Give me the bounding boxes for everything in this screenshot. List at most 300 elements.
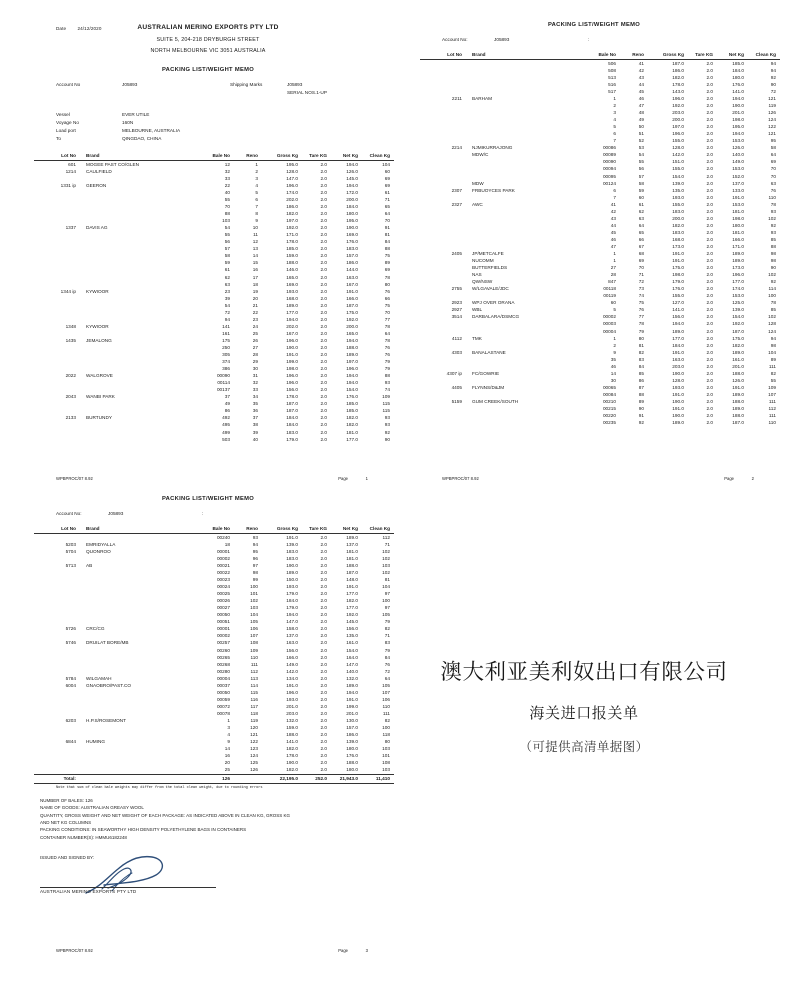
cell-lot-no xyxy=(420,236,466,243)
column-header-lot-no: Lot No xyxy=(447,52,462,57)
cell-net-kg: 177.0 xyxy=(346,436,358,442)
cell-brand: WPJ OVER ORANA xyxy=(472,300,515,306)
cell-lot-no xyxy=(34,344,80,351)
table-header-row xyxy=(34,526,394,534)
cell-lot-no: 5726 xyxy=(65,626,76,632)
cell-gross-kg: 171.0 xyxy=(286,232,298,238)
cell-gross-kg: 201.0 xyxy=(286,703,298,709)
cell-clean-kg: 78 xyxy=(770,300,776,306)
cell-bale-no: 55 xyxy=(224,196,230,202)
table-row xyxy=(34,689,394,696)
cell-gross-kg: 135.0 xyxy=(672,187,684,193)
cell-reno: 54 xyxy=(638,152,644,158)
cell-tare-kg: 2.0 xyxy=(320,246,327,252)
cell-clean-kg: 109 xyxy=(768,384,776,390)
cell-lot-no xyxy=(34,387,80,394)
cell-reno: 51 xyxy=(638,131,644,137)
cell-lot-no: 5713 xyxy=(65,562,76,568)
cell-clean-kg: 111 xyxy=(382,710,390,716)
table-row xyxy=(34,260,394,267)
footer-page-label: Page xyxy=(338,476,348,481)
cell-clean-kg: 92 xyxy=(770,222,776,228)
cell-gross-kg: 197.0 xyxy=(672,124,684,130)
account-no-value: J05893 xyxy=(122,82,138,87)
cell-bale-no: 161 xyxy=(222,330,230,336)
table-row xyxy=(34,555,394,562)
cell-reno: 21 xyxy=(252,302,258,308)
signature-line xyxy=(40,887,216,888)
cell-bale-no: 00235 xyxy=(602,420,616,426)
cell-tare-kg: 2.0 xyxy=(320,302,327,308)
cell-tare-kg: 2.0 xyxy=(320,260,327,266)
cell-net-kg: 187.0 xyxy=(346,302,358,308)
cell-net-kg: 177.0 xyxy=(346,605,358,611)
cell-brand xyxy=(80,661,196,668)
cell-lot-no xyxy=(420,159,466,166)
table-row xyxy=(420,208,780,215)
column-header-brand: Brand xyxy=(86,526,100,531)
cell-tare-kg: 2.0 xyxy=(320,584,327,590)
cell-reno: 88 xyxy=(638,391,644,397)
packing-table-page-1 xyxy=(34,153,394,443)
cell-brand xyxy=(80,196,196,203)
load-port-value: MELBOURNE, AUSTRALIA xyxy=(122,128,181,133)
cell-clean-kg: 89 xyxy=(770,356,776,362)
cell-brand: H.P.S/ROSEMONT xyxy=(86,717,127,723)
cell-gross-kg: 147.0 xyxy=(286,175,298,181)
cell-lot-no xyxy=(34,767,80,775)
footer-page-number: 2 xyxy=(751,476,754,481)
cell-lot-no xyxy=(34,583,80,590)
cell-clean-kg: 100 xyxy=(768,293,776,299)
cell-tare-kg: 2.0 xyxy=(320,408,327,414)
cell-brand xyxy=(80,316,196,323)
cell-gross-kg: 196.0 xyxy=(286,689,298,695)
table-row xyxy=(420,300,780,307)
cell-lot-no xyxy=(34,731,80,738)
cell-net-kg: 198.0 xyxy=(732,215,744,221)
cell-clean-kg: 110 xyxy=(382,703,390,709)
table-row xyxy=(420,250,780,257)
cell-bale-no: 00215 xyxy=(602,406,616,412)
table-row xyxy=(34,288,394,295)
cell-net-kg: 153.0 xyxy=(732,293,744,299)
cell-reno: 71 xyxy=(638,272,644,278)
cell-gross-kg: 203.0 xyxy=(672,110,684,116)
cell-gross-kg: 203.0 xyxy=(286,710,298,716)
cell-brand xyxy=(80,696,196,703)
cell-tare-kg: 2.0 xyxy=(706,222,713,228)
cell-tare-kg: 2.0 xyxy=(320,767,327,773)
cell-tare-kg: 2.0 xyxy=(706,138,713,144)
table-row xyxy=(420,95,780,102)
cell-clean-kg: 103 xyxy=(382,767,390,773)
cell-clean-kg: 84 xyxy=(384,239,390,245)
cell-clean-kg: 82 xyxy=(384,717,390,723)
cell-gross-kg: 191.0 xyxy=(672,258,684,264)
cell-bale-no: 00025 xyxy=(216,591,230,597)
cell-clean-kg: 85 xyxy=(770,307,776,313)
cell-clean-kg: 83 xyxy=(384,640,390,646)
condition-line: NAME OF GOODS: AUSTRALIAN GREASY WOOL xyxy=(40,805,144,811)
cell-brand xyxy=(466,363,582,370)
table-row xyxy=(420,321,780,328)
cell-reno: 70 xyxy=(638,265,644,271)
cell-brand xyxy=(466,293,582,300)
cell-reno: 20 xyxy=(252,295,258,301)
cell-reno: 14 xyxy=(252,253,258,259)
cell-clean-kg: 79 xyxy=(384,647,390,653)
cell-tare-kg: 2.0 xyxy=(320,323,327,329)
column-header-tare-kg: Tare KG xyxy=(309,153,327,158)
cell-bale-no: 00001 xyxy=(216,548,230,554)
cell-tare-kg: 2.0 xyxy=(706,300,713,306)
footer-page-number: 3 xyxy=(365,948,368,953)
cell-reno: 39 xyxy=(252,429,258,435)
table-row xyxy=(34,760,394,767)
cell-gross-kg: 189.0 xyxy=(672,420,684,426)
cell-bale-no: 847 xyxy=(608,279,616,285)
shipment-details xyxy=(34,112,382,146)
cell-reno: 49 xyxy=(638,117,644,123)
table-row xyxy=(420,307,780,314)
cell-net-kg: 190.0 xyxy=(732,103,744,109)
table-row xyxy=(420,187,780,194)
cell-bale-no: 00280 xyxy=(216,668,230,674)
cell-reno: 76 xyxy=(638,307,644,313)
table-row xyxy=(34,668,394,675)
cell-lot-no xyxy=(420,109,466,116)
cell-tare-kg: 2.0 xyxy=(320,352,327,358)
cell-reno: 85 xyxy=(638,370,644,376)
cell-gross-kg: 197.0 xyxy=(286,218,298,224)
cell-net-kg: 182.0 xyxy=(346,415,358,421)
signature-company-name: AUSTRALIAN MERINO EXPORTS PTY LTD xyxy=(40,888,137,894)
cell-clean-kg: 107 xyxy=(768,391,776,397)
cell-bale-no: 22 xyxy=(224,182,230,188)
cell-lot-no xyxy=(420,123,466,130)
column-header-net-kg: Net Kg xyxy=(728,52,744,57)
cell-gross-kg: 190.0 xyxy=(286,760,298,766)
cell-clean-kg: 95 xyxy=(770,138,776,144)
table-row xyxy=(34,682,394,689)
account-no-label: Account No: xyxy=(442,37,468,42)
cell-tare-kg: 2.0 xyxy=(706,251,713,257)
cell-bale-no: 33 xyxy=(224,175,230,181)
cell-net-kg: 125.0 xyxy=(732,300,744,306)
table-row xyxy=(34,281,394,288)
cell-reno: 58 xyxy=(638,180,644,186)
cell-bale-no: 00094 xyxy=(602,166,616,172)
cell-tare-kg: 2.0 xyxy=(320,760,327,766)
cell-gross-kg: 178.0 xyxy=(286,753,298,759)
cell-reno: 42 xyxy=(638,67,644,73)
cell-lot-no: 1344 ip xyxy=(60,288,76,294)
cell-clean-kg: 72 xyxy=(770,88,776,94)
cell-lot-no: 2927 xyxy=(451,307,462,313)
table-row xyxy=(420,278,780,285)
table-row xyxy=(34,372,394,379)
cell-reno: 87 xyxy=(638,384,644,390)
cell-net-kg: 182.0 xyxy=(346,422,358,428)
cell-bale-no: 517 xyxy=(608,88,616,94)
cell-gross-kg: 184.0 xyxy=(672,342,684,348)
cell-net-kg: 188.0 xyxy=(732,413,744,419)
cell-lot-no xyxy=(34,330,80,337)
cell-bale-no: 44 xyxy=(610,222,616,228)
page-2-title: PACKING LIST/WEIGHT MEMO xyxy=(547,22,641,28)
cell-net-kg: 194.0 xyxy=(346,182,358,188)
cell-brand xyxy=(80,633,196,640)
cell-brand xyxy=(80,752,196,759)
cell-bale-no: 57 xyxy=(224,246,230,252)
cell-bale-no: 00210 xyxy=(602,399,616,404)
table-row xyxy=(420,60,780,68)
cell-lot-no xyxy=(420,60,466,68)
cell-tare-kg: 2.0 xyxy=(706,321,713,327)
table-row xyxy=(34,661,394,668)
cell-gross-kg: 159.0 xyxy=(286,725,298,731)
cell-net-kg: 194.0 xyxy=(346,380,358,386)
destination-value: QINGDAO, CHINA xyxy=(122,136,162,141)
cell-brand xyxy=(80,597,196,604)
cell-net-kg: 147.0 xyxy=(346,661,358,667)
cell-brand xyxy=(80,710,196,717)
cell-net-kg: 153.0 xyxy=(732,201,744,207)
cell-tare-kg: 2.0 xyxy=(706,272,713,278)
cell-bale-no: 00027 xyxy=(216,605,230,611)
cell-bale-no: 35 xyxy=(610,356,616,362)
cell-bale-no: 00118 xyxy=(603,286,616,292)
table-body-page-2 xyxy=(420,60,780,427)
condition-line: AND NET KG COLUMNS xyxy=(40,819,92,825)
cell-lot-no: 1337 xyxy=(65,225,76,231)
cell-reno: 117 xyxy=(250,703,258,709)
cell-gross-kg: 128.0 xyxy=(286,168,298,174)
cell-gross-kg: 155.0 xyxy=(672,138,684,144)
cell-tare-kg: 2.0 xyxy=(320,436,327,442)
cell-clean-kg: 119 xyxy=(768,103,776,109)
cell-tare-kg: 2.0 xyxy=(706,307,713,313)
cell-gross-kg: 178.0 xyxy=(286,394,298,400)
account-and-marks xyxy=(34,82,382,104)
cell-reno: 93 xyxy=(252,534,258,540)
cell-tare-kg: 2.0 xyxy=(320,196,327,202)
cell-net-kg: 148.0 xyxy=(346,577,358,583)
cell-clean-kg: 92 xyxy=(384,429,390,435)
cell-gross-kg: 188.0 xyxy=(286,260,298,266)
cell-net-kg: 191.0 xyxy=(346,288,358,294)
cell-gross-kg: 176.0 xyxy=(672,286,684,292)
cell-net-kg: 171.0 xyxy=(732,243,744,249)
cell-brand xyxy=(80,760,196,767)
cell-lot-no xyxy=(420,363,466,370)
cell-tare-kg: 2.0 xyxy=(320,253,327,259)
cell-reno: 40 xyxy=(252,436,258,442)
cell-reno: 121 xyxy=(250,732,258,738)
totals-tare-kg: 252.0 xyxy=(304,774,332,784)
cell-brand xyxy=(80,217,196,224)
cell-tare-kg: 2.0 xyxy=(706,413,713,419)
table-row xyxy=(420,293,780,300)
table-header-row xyxy=(34,153,394,161)
cell-clean-kg: 65 xyxy=(384,204,390,210)
cell-gross-kg: 198.0 xyxy=(672,272,684,278)
cell-net-kg: 185.0 xyxy=(732,60,744,66)
cell-tare-kg: 2.0 xyxy=(320,732,327,738)
cell-clean-kg: 124 xyxy=(768,328,776,334)
cell-gross-kg: 196.0 xyxy=(286,380,298,386)
cell-net-kg: 167.0 xyxy=(346,281,358,287)
cell-bale-no: 00051 xyxy=(216,619,230,625)
account-no-label: Account No: xyxy=(56,511,82,516)
cell-tare-kg: 2.0 xyxy=(320,267,327,273)
cell-brand xyxy=(466,342,582,349)
cell-lot-no xyxy=(34,752,80,759)
cell-gross-kg: 191.0 xyxy=(672,349,684,355)
cell-net-kg: 197.0 xyxy=(346,359,358,365)
cell-net-kg: 182.0 xyxy=(346,598,358,604)
cell-lot-no xyxy=(34,351,80,358)
cell-clean-kg: 121 xyxy=(768,95,776,101)
cell-brand: DARBALARA/DSMCG xyxy=(472,314,520,320)
cell-bale-no: 00023 xyxy=(216,577,230,583)
cell-reno: 100 xyxy=(250,584,258,590)
cell-tare-kg: 2.0 xyxy=(320,175,327,181)
cell-net-kg: 191.0 xyxy=(346,584,358,590)
cell-lot-no xyxy=(420,74,466,81)
condition-line: QUANTITY, GROSS WEIGHT AND NET WEIGHT OF EACH PACKAGE: AS INDICATED ABOVE IN CLEAN KG, GROSS KG xyxy=(40,812,291,818)
cell-gross-kg: 193.0 xyxy=(672,384,684,390)
cell-reno: 3 xyxy=(255,175,258,181)
table-row xyxy=(34,724,394,731)
packing-list-page-1 xyxy=(34,14,390,484)
cell-net-kg: 187.0 xyxy=(346,569,358,575)
cell-bale-no: 00037 xyxy=(216,682,230,688)
cell-bale-no: 59 xyxy=(224,260,230,266)
cell-bale-no: 00072 xyxy=(216,703,230,709)
cell-clean-kg: 102 xyxy=(382,548,390,554)
cell-brand xyxy=(80,309,196,316)
cell-reno: 16 xyxy=(252,267,258,273)
cell-lot-no: 2211 xyxy=(451,95,462,101)
cell-gross-kg: 168.0 xyxy=(286,295,298,301)
cell-reno: 43 xyxy=(638,74,644,80)
cell-clean-kg: 70 xyxy=(384,218,390,224)
cell-lot-no xyxy=(420,419,466,426)
cell-net-kg: 177.0 xyxy=(346,591,358,597)
cell-reno: 110 xyxy=(250,654,258,660)
cell-reno: 104 xyxy=(250,612,258,618)
cell-clean-kg: 76 xyxy=(770,187,776,193)
cell-reno: 68 xyxy=(638,251,644,257)
cell-net-kg: 126.0 xyxy=(732,145,744,151)
cell-gross-kg: 190.0 xyxy=(672,370,684,376)
cell-lot-no xyxy=(34,408,80,415)
cell-bale-no: 55 xyxy=(224,232,230,238)
cell-clean-kg: 93 xyxy=(770,208,776,214)
cell-net-kg: 165.0 xyxy=(346,330,358,336)
cell-brand xyxy=(80,590,196,597)
cell-tare-kg: 2.0 xyxy=(706,399,713,404)
cell-net-kg: 152.0 xyxy=(732,173,744,179)
cell-bale-no: 495 xyxy=(222,422,230,428)
cell-brand: GNAOBRO/PAST.CO xyxy=(86,682,131,688)
table-row xyxy=(420,314,780,321)
cell-net-kg: 189.0 xyxy=(732,251,744,257)
cell-lot-no: 2214 xyxy=(451,145,462,151)
table-row xyxy=(420,405,780,412)
cell-gross-kg: 154.0 xyxy=(672,173,684,179)
cell-clean-kg: 69 xyxy=(384,182,390,188)
cell-gross-kg: 128.0 xyxy=(672,145,684,151)
table-row xyxy=(420,88,780,95)
cell-bale-no: 00124 xyxy=(602,180,616,186)
cell-clean-kg: 60 xyxy=(384,168,390,174)
footer-program-id: WPBPROC/07 8.92 xyxy=(442,476,479,481)
table-row xyxy=(34,422,394,429)
cell-clean-kg: 55 xyxy=(770,377,776,383)
cell-bale-no: 27 xyxy=(610,265,616,271)
cell-brand: BURTUNDY xyxy=(86,415,112,421)
cell-bale-no: 506 xyxy=(608,60,616,66)
rounding-note: Note that sum of clean bale weights may differ from the total clean weight, due to rounding errors xyxy=(56,786,263,791)
cell-bale-no: 00265 xyxy=(216,654,230,660)
cell-gross-kg: 163.0 xyxy=(672,356,684,362)
cell-lot-no xyxy=(34,710,80,717)
totals-row xyxy=(34,774,394,784)
cell-gross-kg: 190.0 xyxy=(286,344,298,350)
cell-brand: KYWIOOR xyxy=(86,323,109,329)
cell-brand: BANALASTANE xyxy=(472,349,506,355)
cell-brand xyxy=(80,668,196,675)
cell-net-kg: 180.0 xyxy=(346,211,358,217)
cell-net-kg: 180.0 xyxy=(732,222,744,228)
cell-clean-kg: 79 xyxy=(384,359,390,365)
cell-reno: 107 xyxy=(250,633,258,639)
cell-tare-kg: 2.0 xyxy=(320,373,327,379)
footer-page-label: Page xyxy=(724,476,734,481)
cell-gross-kg: 139.0 xyxy=(672,180,684,186)
cell-tare-kg: 2.0 xyxy=(320,380,327,386)
cell-net-kg: 153.0 xyxy=(732,138,744,144)
cell-brand xyxy=(466,328,582,335)
cell-gross-kg: 182.0 xyxy=(672,222,684,228)
cell-brand: DAVIS AG xyxy=(86,225,108,231)
cell-reno: 10 xyxy=(252,225,258,231)
cell-tare-kg: 2.0 xyxy=(320,626,327,632)
cell-brand xyxy=(466,123,582,130)
cell-brand: BUTTERFIELDS xyxy=(472,265,508,271)
cell-brand xyxy=(466,405,582,412)
cell-gross-kg: 183.0 xyxy=(286,555,298,561)
cell-gross-kg: 155.0 xyxy=(672,166,684,172)
cell-lot-no: 1331 ip xyxy=(60,182,76,188)
cell-bale-no: 9 xyxy=(613,349,616,355)
cell-brand xyxy=(80,203,196,210)
cell-net-kg: 181.0 xyxy=(732,229,744,235)
cell-lot-no xyxy=(420,342,466,349)
cell-brand: MDW xyxy=(472,180,484,186)
table-row xyxy=(420,384,780,391)
column-header-gross-kg: Gross Kg xyxy=(662,52,684,57)
cell-bale-no: 00002 xyxy=(602,314,616,320)
table-row xyxy=(34,626,394,633)
table-row xyxy=(34,576,394,583)
cell-lot-no: 4303 xyxy=(451,349,462,355)
cell-tare-kg: 2.0 xyxy=(706,131,713,137)
cell-gross-kg: 191.0 xyxy=(286,352,298,358)
